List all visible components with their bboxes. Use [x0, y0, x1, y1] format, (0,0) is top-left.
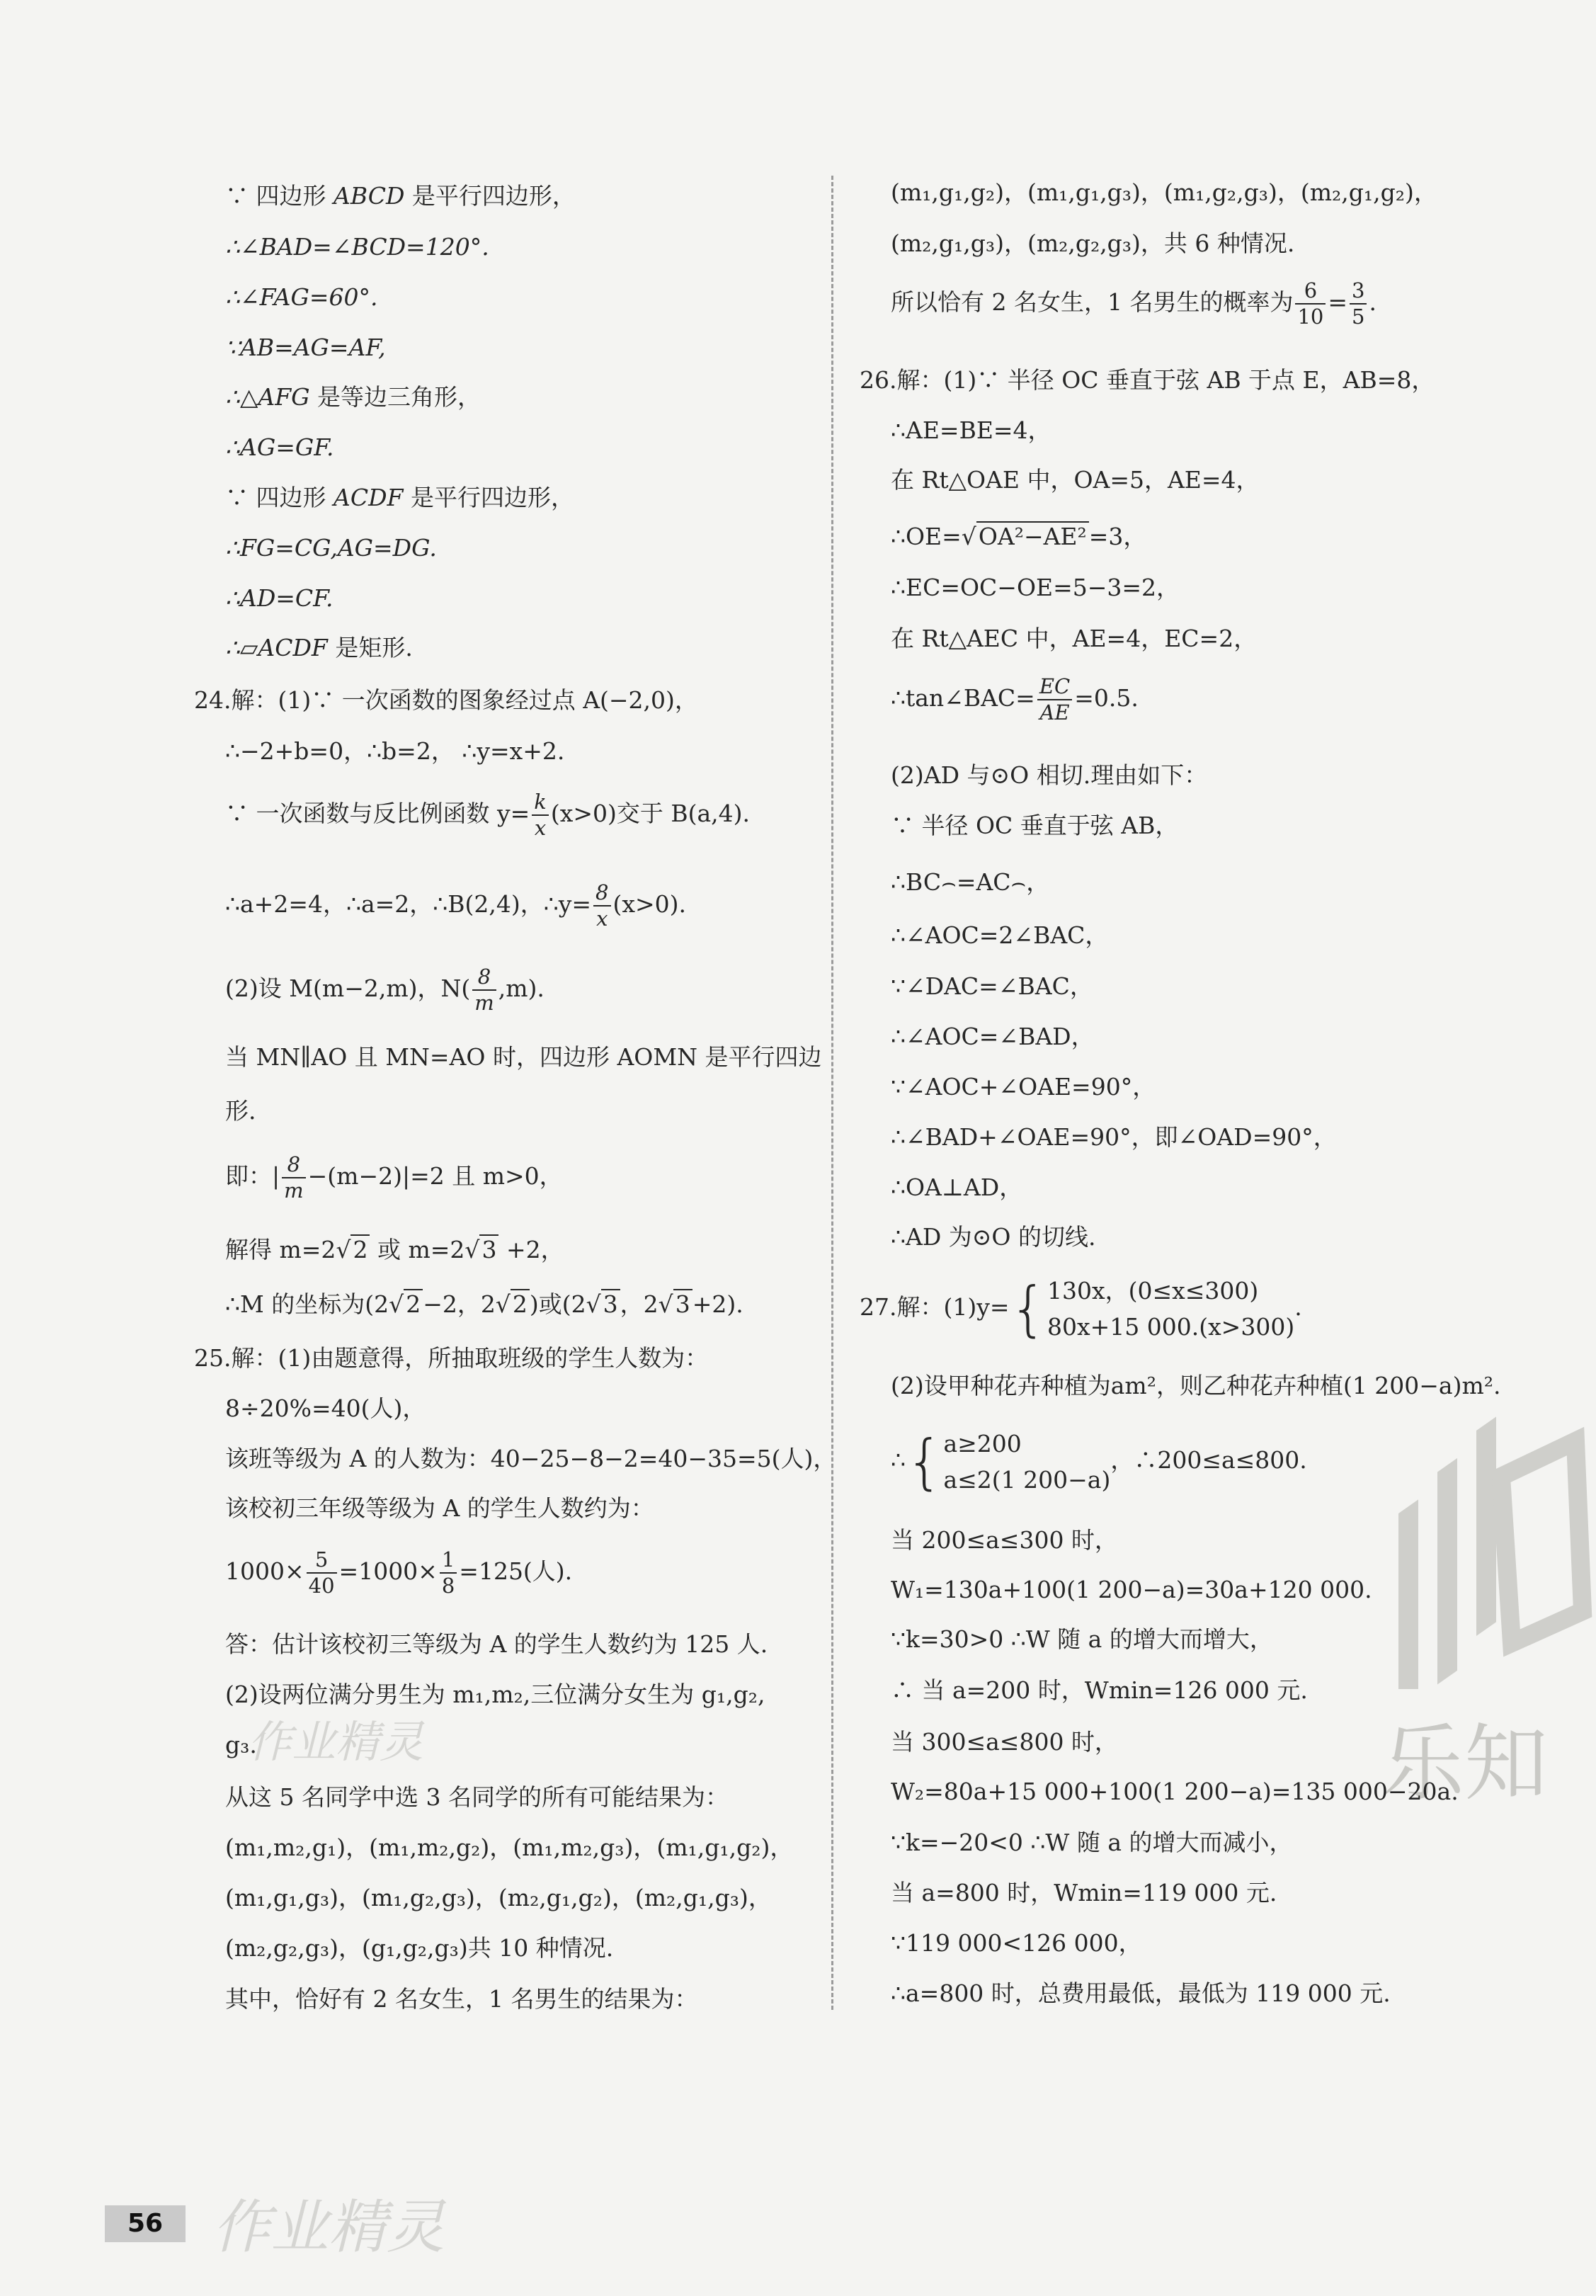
column-divider — [831, 176, 833, 2010]
solution-line: 当 300≤a≤800 时， — [891, 1728, 1118, 1756]
solution-line: ∴OE=√OA²−AE²=3， — [891, 523, 1147, 550]
brand-logo-icon — [1370, 1399, 1596, 1689]
solution-line: ∴AG=GF. — [225, 433, 334, 461]
brand-watermark-text: 乐知 — [1381, 1715, 1549, 1812]
solution-line: ∴M 的坐标为(2√2−2，2√2)或(2√3，2√3+2). — [225, 1290, 743, 1318]
watermark-text-bottom: 作业精灵 — [212, 2194, 445, 2261]
fraction: $\frac{8}{x}$ — [593, 882, 610, 929]
solution-line: (m₁,g₁,g₃)，(m₁,g₂,g₃)，(m₂,g₁,g₂)，(m₂,g₁,g₃)， — [225, 1884, 772, 1911]
solution-line: 形. — [225, 1097, 256, 1125]
solution-line: ∴EC=OC−OE=5−3=2， — [891, 574, 1180, 601]
fraction: $\frac{5}{40}$ — [307, 1550, 337, 1596]
solution-line: ∴∠BAD+∠OAE=90°，即∠OAD=90°， — [891, 1123, 1337, 1151]
solution-line: 该校初三年级等级为 A 的学生人数约为： — [225, 1494, 654, 1522]
fraction: $\frac{EC}{AE}$ — [1037, 676, 1072, 723]
solution-line: 当 MN∥AO 且 MN=AO 时，四边形 AOMN 是平行四边 — [225, 1043, 822, 1071]
solution-line: W₁=130a+100(1 200−a)=30a+120 000. — [891, 1576, 1372, 1603]
solution-line: 解得 m=2√2 或 m=2√3 +2， — [225, 1236, 564, 1263]
solution-line: ∴AE=BE=4， — [891, 416, 1051, 444]
solution-line: 当 a=800 时，Wmin=119 000 元. — [891, 1879, 1277, 1906]
fraction: $\frac{k}{x}$ — [532, 792, 549, 839]
solution-line: 当 200≤a≤300 时， — [891, 1526, 1118, 1554]
solution-line: ∴∠AOC=∠BAD， — [891, 1023, 1095, 1050]
solution-line: W₂=80a+15 000+100(1 200−a)=135 000−20a. — [891, 1778, 1459, 1805]
problem-25-heading: 25.解：(1)由题意得，所抽取班级的学生人数为： — [194, 1344, 709, 1372]
solution-line: ∵AB=AG=AF, — [225, 334, 386, 361]
solution-line: 1000× $\frac{5}{40}$ =1000× $\frac{1}{8}$ =125(人). — [225, 1547, 573, 1598]
solution-line: 在 Rt△AEC 中，AE=4，EC=2， — [891, 625, 1258, 652]
fraction: $\frac{3}{5}$ — [1350, 280, 1367, 327]
solution-line: ∴a=800 时，总费用最低，最低为 119 000 元. — [891, 1979, 1391, 2007]
solution-line: ∵ 一次函数与反比例函数 y= $\frac{k}{x}$ (x>0)交于 B(a,4). — [225, 790, 751, 840]
solution-line: (2)AD 与⊙O 相切.理由如下： — [891, 761, 1208, 789]
solution-line: 答：估计该校初三等级为 A 的学生人数约为 125 人. — [225, 1630, 768, 1658]
solution-line: (m₁,m₂,g₁)，(m₁,m₂,g₂)，(m₁,m₂,g₃)，(m₁,g₁,g₂)， — [225, 1834, 794, 1861]
fraction: $\frac{8}{m}$ — [472, 967, 496, 1013]
solution-line: 所以恰有 2 名女生，1 名男生的概率为 $\frac{6}{10}$ = $\frac{3}{5}$ . — [891, 278, 1376, 329]
solution-line: ∴△AFG 是等边三角形， — [225, 383, 481, 411]
solution-line: g₃. — [225, 1731, 257, 1758]
solution-line: 在 Rt△OAE 中，OA=5，AE=4， — [891, 466, 1260, 494]
solution-line: ∵ 四边形 ABCD 是平行四边形， — [225, 182, 576, 210]
solution-line: 其中，恰好有 2 名女生，1 名男生的结果为： — [225, 1985, 698, 2013]
solution-line: ∴a+2=4，∴a=2，∴B(2,4)，∴y= $\frac{8}{x}$ (x>0). — [225, 880, 686, 931]
problem-24-heading: 24.解：(1)∵ 一次函数的图象经过点 A(−2,0)， — [194, 686, 698, 714]
fraction: $\frac{1}{8}$ — [440, 1550, 457, 1596]
solution-line: ∴FG=CG,AG=DG. — [225, 534, 437, 562]
solution-line: ∴∠AOC=2∠BAC， — [891, 921, 1109, 949]
solution-line: (m₁,g₁,g₂)，(m₁,g₁,g₃)，(m₁,g₂,g₃)，(m₂,g₁,g₂)， — [891, 178, 1437, 206]
solution-line: ∴AD=CF. — [225, 584, 334, 612]
problem-27-heading: 27.解：(1)y={ 130x，(0≤x≤300) 80x+15 000.(x>300) . — [860, 1273, 1302, 1345]
solution-line: ∴ 当 a=200 时，Wmin=126 000 元. — [891, 1676, 1308, 1704]
solution-line: ∵∠AOC+∠OAE=90°， — [891, 1073, 1156, 1101]
piecewise-cases: 130x，(0≤x≤300) 80x+15 000.(x>300) — [1047, 1277, 1295, 1341]
solution-line: ∴{ a≥200 a≤2(1 200−a) ，∴200≤a≤800. — [891, 1426, 1307, 1498]
solution-line: ∵∠DAC=∠BAC， — [891, 972, 1093, 1000]
solution-line: ∵ 半径 OC 垂直于弦 AB， — [891, 812, 1179, 839]
solution-line: ∴OA⊥AD， — [891, 1173, 1023, 1201]
problem-26-heading: 26.解：(1)∵ 半径 OC 垂直于弦 AB 于点 E，AB=8， — [860, 366, 1435, 394]
solution-line: 即：| $\frac{8}{m}$ −(m−2)|=2 且 m>0， — [225, 1152, 563, 1203]
solution-line: ∵k=30>0 ∴W 随 a 的增大而增大， — [891, 1625, 1273, 1653]
solution-line: ∵ 四边形 ACDF 是平行四边形， — [225, 484, 574, 511]
solution-line: ∴∠BAD=∠BCD=120°. — [225, 233, 489, 261]
solution-line: (m₂,g₂,g₃)，(g₁,g₂,g₃)共 10 种情况. — [225, 1934, 614, 1962]
solution-line: ∴−2+b=0，∴b=2， ∴y=x+2. — [225, 737, 565, 765]
fraction: $\frac{6}{10}$ — [1295, 280, 1326, 327]
page-number: 56 — [105, 2205, 186, 2242]
inequality-system: a≥200 a≤2(1 200−a) — [943, 1430, 1111, 1494]
solution-line: ∵119 000<126 000， — [891, 1929, 1142, 1957]
solution-line: 8÷20%=40(人)， — [225, 1394, 426, 1422]
solution-line: ∴∠FAG=60°. — [225, 283, 378, 311]
watermark-text: 作业精灵 — [248, 1716, 424, 1768]
solution-line: (2)设两位满分男生为 m₁,m₂,三位满分女生为 g₁,g₂, — [225, 1681, 765, 1708]
solution-line: ∴AD 为⊙O 的切线. — [891, 1223, 1096, 1251]
solution-line: ∴tan∠BAC= $\frac{EC}{AE}$ =0.5. — [891, 674, 1139, 724]
solution-line: 从这 5 名同学中选 3 名同学的所有可能结果为： — [225, 1783, 729, 1811]
solution-line: ∴▱ACDF 是矩形. — [225, 634, 413, 661]
solution-line: (2)设甲种花卉种植为am²，则乙种花卉种植(1 200−a)m². — [891, 1372, 1501, 1399]
solution-line: ∴BC⌢=AC⌢， — [891, 868, 1050, 896]
solution-line: 该班等级为 A 的人数为：40−25−8−2=40−35=5(人)， — [225, 1445, 837, 1472]
solution-line: (m₂,g₁,g₃)，(m₂,g₂,g₃)，共 6 种情况. — [891, 229, 1295, 257]
solution-line: (2)设 M(m−2,m)，N( $\frac{8}{m}$ ,m). — [225, 965, 545, 1015]
solution-line: ∵k=−20<0 ∴W 随 a 的增大而减小， — [891, 1829, 1293, 1856]
fraction: $\frac{8}{m}$ — [282, 1154, 306, 1201]
